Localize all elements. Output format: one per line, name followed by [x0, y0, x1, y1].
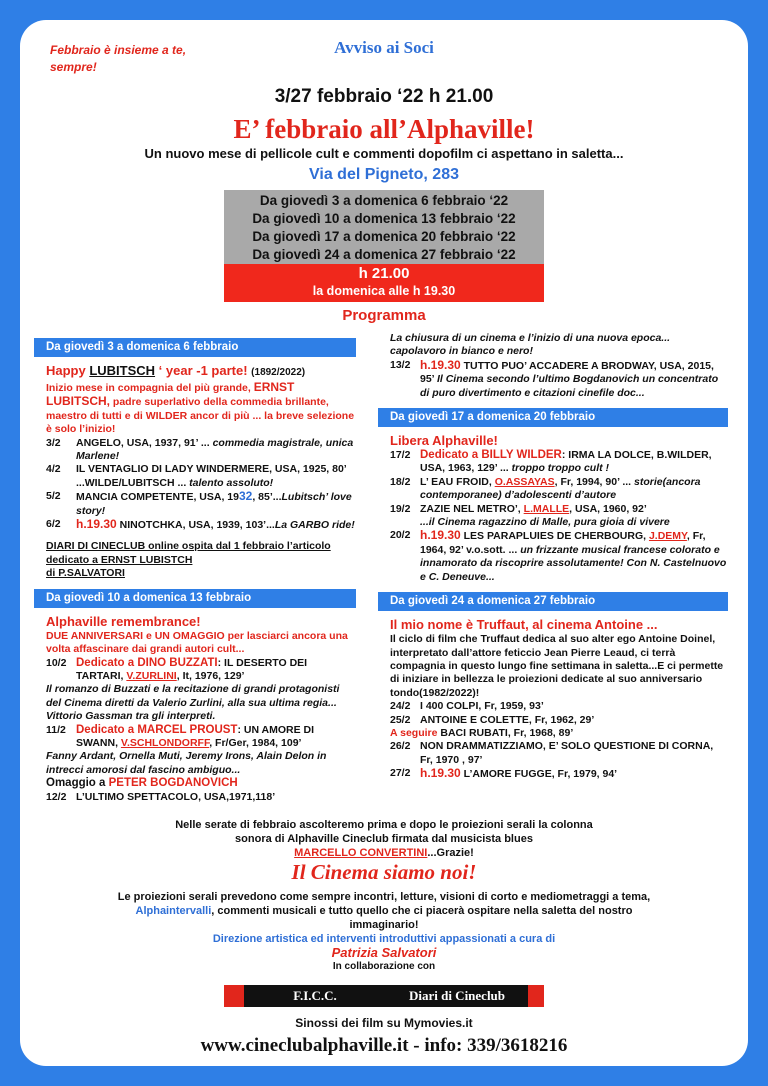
week-4-intro: Il ciclo di film che Truffaut dedica al suo alter ego Antoine Doinel, interpretato dall’attore feticcio Jean Pierre Leaud, ci terrà compagnia in questo lungo fine settimana in saletta...E ci permette di iniziare in bellezza le proiezioni dedicate al suo anniversario tondo(1982/2022)!: [390, 633, 724, 699]
cinema-slogan: Il Cinema siamo noi!: [291, 860, 477, 884]
film-row: 4/2 IL VENTAGLIO DI LADY WINDERMERE, USA, 1925, 80’ ...WILDE/LUBITSCH ... talento assoluto!: [46, 463, 347, 489]
soundtrack-note: Nelle serate di febbraio ascolteremo prima e dopo le proiezioni serali la colonna sonora di Alphaville Cineclub firmata dal musicista blues MARCELLO CONVERTINI...Grazie!: [175, 819, 593, 859]
week-4-title: Il mio nome è Truffaut, al cinema Antoine ...: [390, 617, 658, 633]
film-row: 5/2 MANCIA COMPETENTE, USA, 1932, 85’...Lubitsch’ love story!: [46, 489, 352, 517]
direzione-line: Direzione artistica ed interventi introduttivi appassionati a cura di: [212, 933, 556, 945]
diari-line-2: dedicato a ERNST LUBISTCH: [46, 553, 193, 566]
week-2-bar: Da giovedì 10 a domenica 13 febbraio: [34, 589, 356, 608]
right-column: [378, 332, 728, 782]
schedule-week-3: Da giovedì 17 a domenica 20 febbraio ‘22: [252, 229, 516, 244]
seguire-line: A seguire BACI RUBATI, Fr, 1968, 89’: [390, 726, 574, 739]
week-2-intro: DUE ANNIVERSARI e UN OMAGGIO per lasciarci ancora una volta affascinare dai grandi autori cult...: [46, 629, 348, 656]
week-4-block: [378, 617, 728, 781]
film-row: 12/2 L’ULTIMO SPETTACOLO, USA,1971,118’: [46, 790, 276, 803]
partner-logos: [224, 985, 544, 1007]
film-row: 20/2 h.19.30 LES PARAPLUIES DE CHERBOURG, J.DEMY, Fr, 1964, 92’ v.o.sott. ... un frizzante musical francese colorato e innamorato da riscoprire assolutamente! Con N. Castelnuovo e C. Deneuve...: [390, 528, 727, 583]
schedule-weeks-box: [224, 190, 544, 266]
film-row: 13/2 h.19.30 TUTTO PUO’ ACCADERE A BRODWAY, USA, 2015, 95’ Il Cinema secondo l’ultimo Bogdanovich un concentrato di puro divertimento e citazioni cinefile doc...: [390, 357, 719, 399]
ficc-logo: F.I.C.C.: [224, 985, 386, 1007]
diari-line-3: di P.SALVATORI: [46, 567, 125, 580]
schedule-sunday: la domenica alle h 19.30: [312, 284, 456, 298]
slogan-line-2: sempre!: [50, 60, 97, 74]
film-row: 24/2 I 400 COLPI, Fr, 1959, 93’: [390, 700, 544, 713]
slogan-line-1: Febbraio è insieme a te,: [50, 43, 187, 57]
week-1-intro: Inizio mese in compagnia del più grande, ERNST LUBITSCH, padre superlativo della commedia brillante, maestro di tutti e di WILDER ancor di più ... la breve selezione è solo l’inizio!: [46, 380, 355, 436]
website-contact: www.cineclubalphaville.it - info: 339/3618216: [200, 1035, 568, 1056]
film-row: 26/2 NON DRAMMATIZZIAMO, E’ SOLO QUESTIONE DI CORNA, Fr, 1970 , 97’: [390, 740, 714, 766]
flyer: [20, 20, 748, 1066]
diari-line-1: DIARI DI CINECLUB online ospita dal 1 febbraio l’articolo: [46, 540, 331, 553]
schedule-time: h 21.00: [358, 265, 410, 282]
schedule-week-2: Da giovedì 10 a domenica 13 febbraio ‘22: [252, 211, 516, 226]
film-row: 6/2 h.19.30 NINOTCHKA, USA, 1939, 103’...La GARBO ride!: [46, 517, 355, 532]
film-row: 11/2 Dedicato a MARCEL PROUST: UN AMORE DI SWANN, V.SCHLONDORFF, Fr/Ger, 1984, 109’: [46, 723, 315, 749]
week-3-block: [378, 433, 728, 584]
programma-heading: Programma: [342, 307, 426, 324]
sinossi-line: Sinossi dei film su Mymovies.it: [295, 1016, 473, 1030]
film-row: 18/2 L’ EAU FROID, O.ASSAYAS, Fr, 1994, 90’ ... storie(ancora contemporanee) d’adolescenti d’autore: [390, 475, 701, 502]
film-row: 17/2 Dedicato a BILLY WILDER: IRMA LA DOLCE, B.WILDER, USA, 1963, 129’ ... troppo troppo cult !: [390, 449, 712, 475]
week-1-bar: Da giovedì 3 a domenica 6 febbraio: [34, 338, 356, 357]
collab-line: In collaborazione con: [332, 961, 436, 972]
event-dates: 3/27 febbraio ‘22 h 21.00: [274, 86, 494, 107]
week-1-block: [34, 363, 356, 581]
week-4-bar: Da giovedì 24 a domenica 27 febbraio: [378, 592, 728, 611]
omaggio-line: Omaggio a PETER BOGDANOVICH: [46, 777, 238, 790]
film-row: 19/2 ZAZIE NEL METRO’, L.MALLE, USA, 1960, 92’ ...il Cinema ragazzino di Malle, pura gioia di vivere: [390, 502, 670, 529]
week-2-title: Alphaville remembrance!: [46, 613, 201, 629]
film-note: Fanny Ardant, Ornella Muti, Jeremy Irons, Alain Delon in intrecci amorosi dal fascino ambiguo...: [46, 750, 327, 776]
film-note: La chiusura di un cinema e l’inizio di una nuova epoca... capolavoro in bianco e nero!: [390, 332, 671, 358]
week-3-title: Libera Alphaville!: [390, 433, 498, 449]
schedule-week-1: Da giovedì 3 a domenica 6 febbraio ‘22: [259, 193, 509, 208]
film-row: 10/2 Dedicato a DINO BUZZATI: IL DESERTO DEI TARTARI, V.ZURLINI, It, 1976, 129’: [46, 656, 308, 682]
left-column: [34, 338, 356, 804]
week-1-title: Happy LUBITSCH ‘ year -1 parte! (1892/2022): [46, 363, 306, 378]
subtitle: Un nuovo mese di pellicole cult e commenti dopofilm ci aspettano in saletta...: [144, 146, 624, 161]
diari-logo: Diari di Cineclub: [386, 985, 544, 1007]
week-3-bar: Da giovedì 17 a domenica 20 febbraio: [378, 408, 728, 427]
film-row: 3/2 ANGELO, USA, 1937, 91’ ... commedia magistrale, unica Marlene!: [46, 436, 354, 463]
schedule-time-box: [224, 264, 544, 302]
film-row: 27/2 h.19.30 L’AMORE FUGGE, Fr, 1979, 94’: [390, 766, 618, 781]
week-2-block: [34, 614, 356, 804]
schedule-week-4: Da giovedì 24 a domenica 27 febbraio ‘22: [252, 247, 516, 262]
film-note: Il romanzo di Buzzati e la recitazione di grandi protagonisti del Cinema diretti da Valerio Zurlini, alla sua ultima regia... Vittorio Gassman tra gli interpreti.: [46, 683, 340, 723]
projections-note: Le proiezioni serali prevedono come sempre incontri, letture, visioni di corto e mediometraggi a tema, Alphaintervalli, commenti musicali e tutto quello che ci piacerà ospitare nella saletta del nostro immaginario! Direzione artistica ed interventi introduttivi appassionati a cura di Patrizia Salvatori In collaborazione con: [20, 890, 748, 974]
week-2-continued: [378, 332, 728, 400]
main-title: E’ febbraio all’Alphaville!: [233, 114, 535, 144]
curator-name: Patrizia Salvatori: [331, 945, 437, 960]
address: Via del Pigneto, 283: [309, 166, 459, 183]
avviso-heading: Avviso ai Soci: [334, 38, 434, 57]
film-row: 25/2 ANTOINE E COLETTE, Fr, 1962, 29’: [390, 713, 595, 726]
